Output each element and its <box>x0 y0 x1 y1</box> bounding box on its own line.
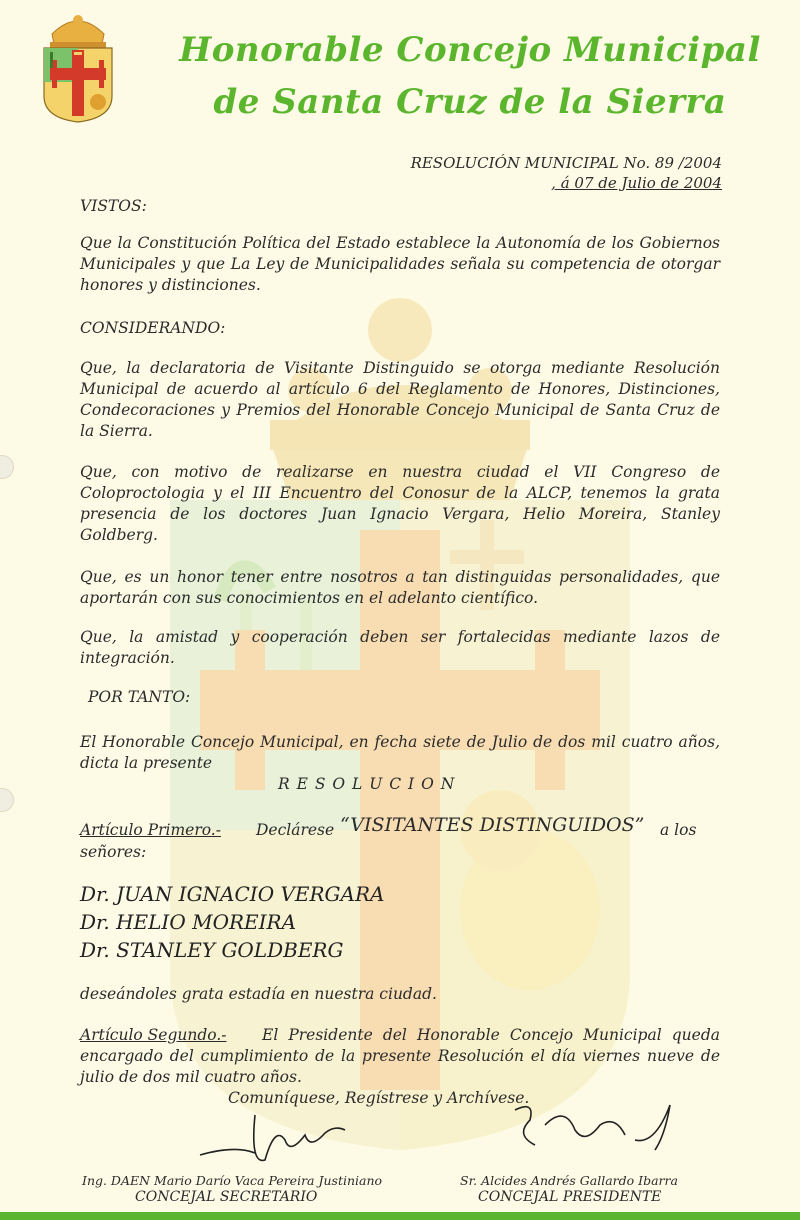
considerando-paragraph-4: Que, la amistad y cooperación deben ser fortalecidas mediante lazos de integración. <box>80 628 720 667</box>
comuniquese-line: Comuníquese, Regístrese y Archívese. <box>228 1089 530 1107</box>
president-role: CONCEJAL PRESIDENTE <box>478 1189 662 1205</box>
secretary-role: CONCEJAL SECRETARIO <box>135 1189 318 1205</box>
honoree-name: Dr. STANLEY GOLDBERG <box>80 938 344 962</box>
por-tanto-heading: POR TANTO: <box>88 688 191 706</box>
vistos-heading: VISTOS: <box>80 197 147 215</box>
honoree-name: Dr. HELIO MOREIRA <box>80 910 297 934</box>
honoree-name: Dr. JUAN IGNACIO VERGARA <box>80 882 385 906</box>
considerando-paragraph-1: Que, la declaratoria de Visitante Distinguido se otorga mediante Resolución Municipal de acuerdo al artículo 6 del Reglamento de Honores, Distinciones, Condecoraciones y Premios del Honorable Concejo Municipal de Santa Cruz de la Sierra. <box>80 359 720 440</box>
council-name-line2: de Santa Cruz de la Sierra <box>213 82 727 122</box>
president-name: Sr. Alcides Andrés Gallardo Ibarra <box>460 1173 678 1188</box>
resolucion-heading: R E S O L U C I O N <box>278 775 456 793</box>
article-one-declare: Declárese <box>256 821 335 839</box>
resolution-number: RESOLUCIÓN MUNICIPAL No. 89 /2004 <box>410 154 722 172</box>
secretary-name: Ing. DAEN Mario Darío Vaca Pereira Justiniano <box>82 1173 383 1188</box>
por-tanto-paragraph: El Honorable Concejo Municipal, en fecha siete de Julio de dos mil cuatro años, dicta la presente <box>80 733 720 772</box>
article-two-label: Artículo Segundo.- <box>80 1026 227 1044</box>
article-one-label: Artículo Primero.- <box>80 821 221 839</box>
punch-hole <box>0 788 14 812</box>
article-one-title: “VISITANTES DISTINGUIDOS” <box>340 814 645 836</box>
president-signature <box>505 1095 685 1165</box>
secretary-signature <box>195 1105 355 1175</box>
punch-hole <box>0 455 14 479</box>
article-one-to: a los <box>660 821 697 839</box>
coat-of-arms-logo <box>40 12 116 124</box>
article-two-paragraph: El Presidente del Honorable Concejo Municipal queda encargado del cumplimiento de la presente Resolución el día viernes nueve de julio de dos mil cuatro años. <box>80 1026 720 1086</box>
resolution-date: , á 07 de Julio de 2004 <box>551 174 722 192</box>
article-one-sirs: señores: <box>80 843 147 861</box>
council-name-line1: Honorable Concejo Municipal <box>179 30 761 70</box>
considerando-paragraph-2: Que, con motivo de realizarse en nuestra ciudad el VII Congreso de Coloproctologia y el III Encuentro del Conosur de la ALCP, tenemos la grata presencia de los doctores Juan Ignacio Vergara, Helio Moreira, Stanley Goldberg. <box>80 463 720 544</box>
considerando-heading: CONSIDERANDO: <box>80 319 226 337</box>
vistos-paragraph: Que la Constitución Política del Estado establece la Autonomía de los Gobiernos Municipales y que La Ley de Municipalidades señala su competencia de otorgar honores y distinciones. <box>80 234 720 294</box>
considerando-paragraph-3: Que, es un honor tener entre nosotros a tan distinguidas personalidades, que aportarán con sus conocimientos en el adelanto científico. <box>80 568 720 607</box>
bottom-green-bar <box>0 1212 800 1220</box>
closing-wish: deseándoles grata estadía en nuestra ciudad. <box>80 985 437 1003</box>
honoree-list <box>80 880 384 964</box>
